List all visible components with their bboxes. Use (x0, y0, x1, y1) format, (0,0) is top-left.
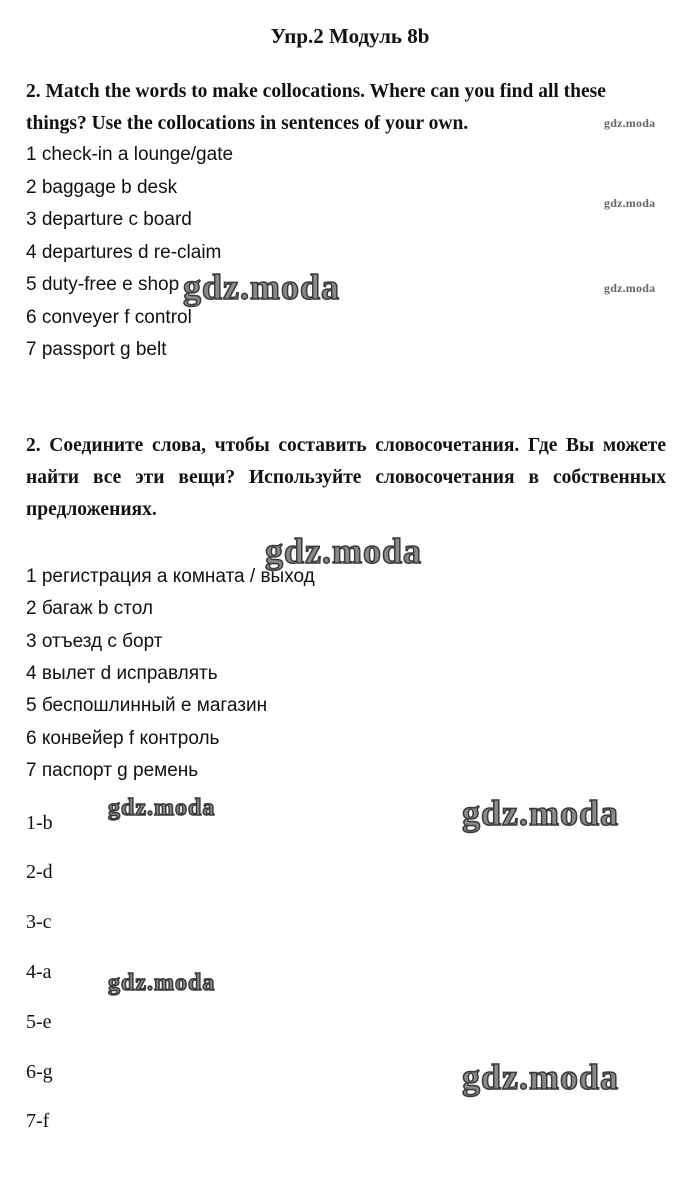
russian-item-7: 7 паспорт g ремень (26, 760, 199, 781)
watermark-large: gdz.moda (265, 531, 423, 571)
answer-2: 2-d (26, 861, 53, 883)
english-item-4: 4 departures d re-claim (26, 242, 222, 263)
watermark-small: gdz.moda (604, 116, 656, 130)
russian-item-4: 4 вылет d исправлять (26, 663, 218, 684)
english-item-6: 6 conveyer f control (26, 307, 192, 328)
english-task: 2. Match the words to make collocations. Where can you find all these things? Use the collocations in sentences of your own. (26, 81, 606, 134)
answer-3: 3-c (26, 911, 52, 933)
english-item-2: 2 baggage b desk (26, 177, 178, 198)
watermark-large: gdz.moda (462, 793, 620, 833)
answer-1: 1-b (26, 812, 53, 834)
russian-task: 2. Соедините слова, чтобы составить словосочетания. Где Вы можете найти все эти вещи? Используйте словосочетания в собственных предложениях. (26, 435, 666, 520)
english-item-5: 5 duty-free e shop (26, 274, 180, 295)
answer-5: 5-e (26, 1011, 52, 1033)
russian-item-2: 2 багаж b стол (26, 598, 153, 619)
english-item-7: 7 passport g belt (26, 339, 167, 360)
watermark-small: gdz.moda (604, 281, 656, 295)
watermark-medium: gdz.moda (108, 795, 216, 821)
russian-item-1: 1 регистрация a комната / выход (26, 566, 315, 587)
watermark-medium: gdz.moda (108, 970, 216, 996)
russian-item-3: 3 отъезд c борт (26, 631, 163, 652)
english-item-3: 3 departure c board (26, 209, 192, 230)
english-item-1: 1 check-in a lounge/gate (26, 144, 234, 165)
watermark-large: gdz.moda (462, 1057, 620, 1097)
watermark-small: gdz.moda (604, 196, 656, 210)
answer-7: 7-f (26, 1110, 50, 1132)
answer-6: 6-g (26, 1061, 53, 1083)
russian-item-6: 6 конвейер f контроль (26, 728, 220, 749)
page-title: Упр.2 Модуль 8b (270, 24, 430, 48)
answer-4: 4-a (26, 961, 52, 983)
russian-item-5: 5 беспошлинный e магазин (26, 695, 268, 716)
watermark-large: gdz.moda (183, 267, 341, 307)
